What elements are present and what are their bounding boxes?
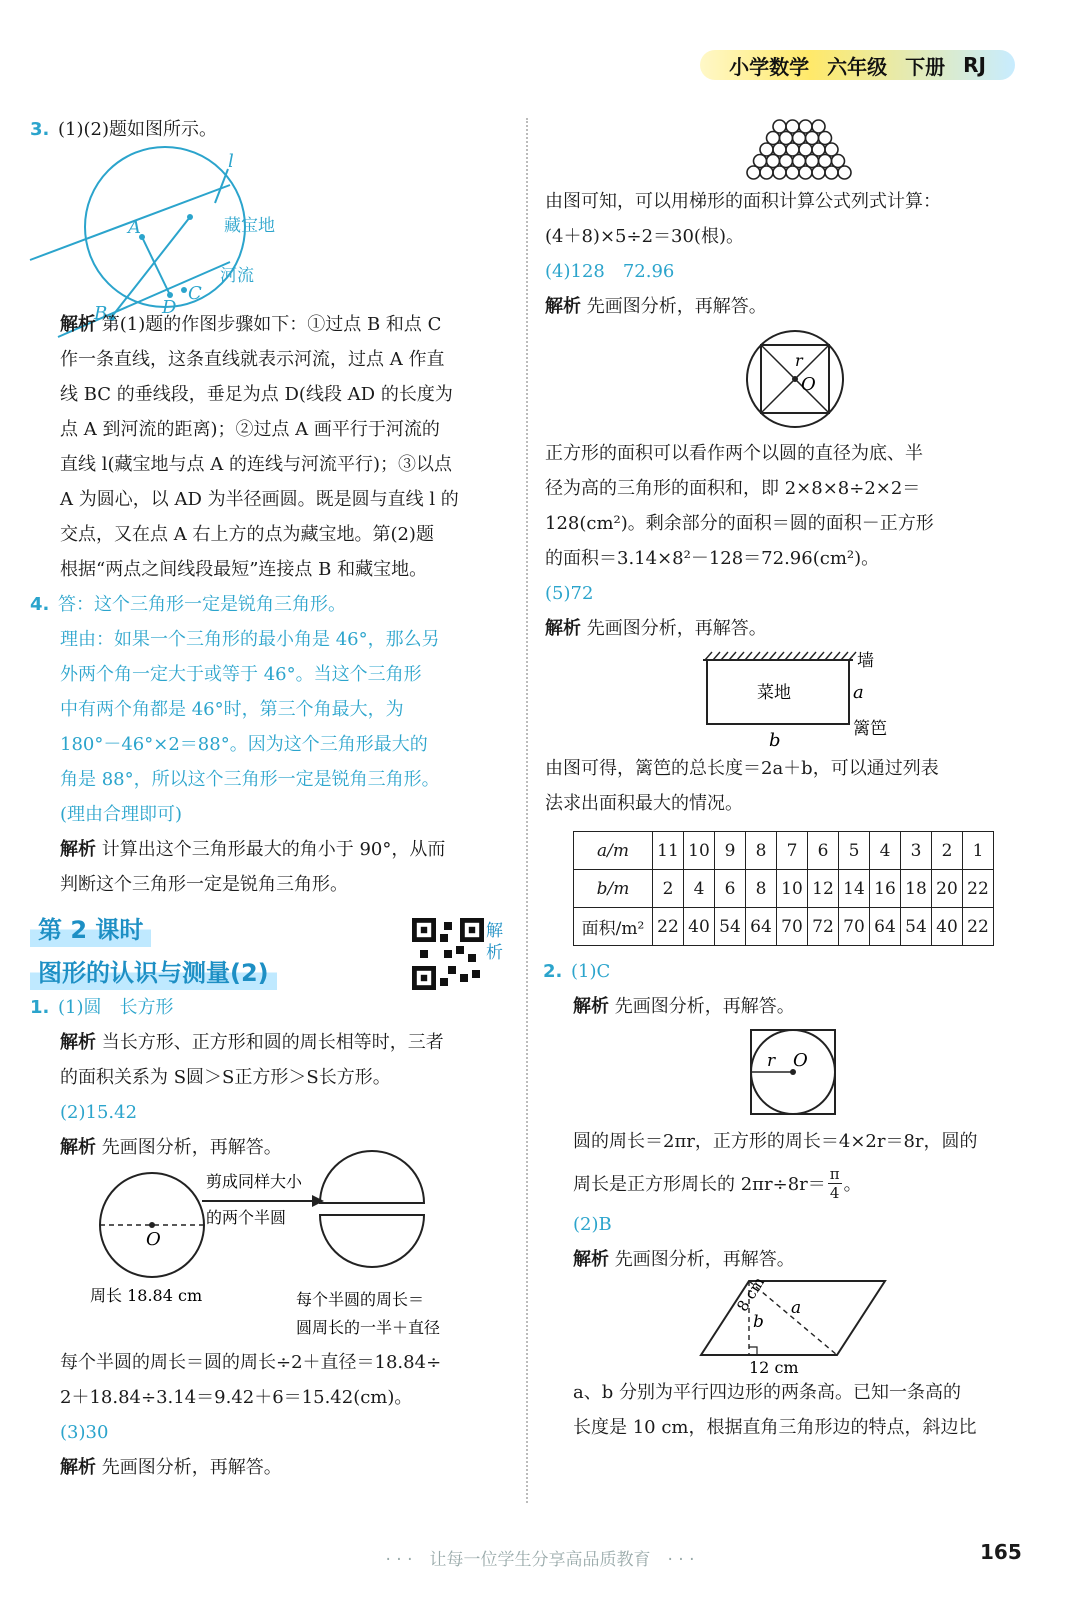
hatch-mark — [761, 652, 768, 660]
q3-title — [30, 112, 508, 147]
hatch-mark — [809, 652, 816, 660]
vegetable-field-figure — [545, 646, 1025, 751]
footer-slogan: · · · 让每一位学生分享高品质教育 · · · — [385, 1550, 695, 1570]
table-cell: 4 — [684, 870, 715, 908]
q4-reason-line: 角是 88°，所以这个三角形一定是锐角三角形。 — [60, 769, 440, 790]
hatch-mark — [745, 652, 752, 660]
table-row — [574, 908, 994, 946]
table-cell: 1 — [963, 832, 994, 870]
label-o: O — [146, 1229, 161, 1250]
label-field: 菜地 — [757, 683, 791, 703]
label-o: O — [793, 1050, 808, 1071]
q3-label-river: 河流 — [220, 266, 254, 286]
l1-part1-analysis — [30, 1025, 508, 1165]
label-fence: 篱笆 — [853, 719, 887, 739]
l1-part2-analysis: 先画图分析，再解答。 — [101, 1137, 282, 1158]
table-cell: 7 — [777, 832, 808, 870]
fraction-numerator: π — [829, 1164, 840, 1183]
l1-part2-answer: (2)15.42 — [60, 1102, 138, 1123]
l1-analysis-label: 解析 — [60, 1137, 96, 1158]
stacked-circle — [838, 166, 851, 179]
q4-analysis — [30, 832, 508, 902]
table-cell: 22 — [963, 908, 994, 946]
label-base: 12 cm — [749, 1358, 799, 1377]
q2-part2-analysis: 先画图分析，再解答。 — [614, 1249, 795, 1270]
l1-number: 1. — [30, 997, 50, 1018]
q3-analysis — [30, 307, 508, 587]
label-r: r — [795, 351, 803, 370]
fraction-denominator: 4 — [829, 1183, 840, 1202]
q3-label-l: l — [228, 151, 234, 172]
page-number: 165 — [980, 1540, 1022, 1564]
table-cell: 8 — [746, 832, 777, 870]
header-bar — [700, 50, 1015, 80]
hatch-mark — [841, 652, 848, 660]
right-p5-line: 由图可得，篱笆的总长度＝2a＋b，可以通过列表 — [545, 758, 939, 779]
area-table — [573, 831, 994, 946]
q2-fraction-line: 周长是正方形周长的 2πr÷8r＝ $\frac{\pi}{4}$ 。 — [573, 1164, 862, 1202]
circle-in-square-figure — [545, 1024, 1025, 1124]
hatch-mark — [737, 652, 744, 660]
q3-line-b-treasure — [110, 217, 190, 319]
header-volume: 下册 — [905, 54, 946, 79]
l1-analysis-label: 解析 — [60, 1457, 96, 1478]
hatch-mark — [753, 652, 760, 660]
q2-part2-answer: (2)B — [573, 1214, 612, 1235]
right-p4-line: 128(cm²)。剩余部分的面积＝圆的面积－正方形 — [545, 513, 934, 534]
table-cell: 20 — [932, 870, 963, 908]
hatch-mark — [801, 652, 808, 660]
q3-point-treasure — [187, 214, 193, 220]
right-column — [545, 112, 1025, 1445]
q3-label-b: B — [94, 303, 108, 324]
l1-part3-analysis: 先画图分析，再解答。 — [101, 1457, 282, 1478]
q3-analysis-label: 解析 — [60, 314, 96, 335]
stacked-circle — [799, 166, 812, 179]
arrow-head — [312, 1195, 324, 1207]
table-row-header: 面积/m² — [574, 908, 653, 946]
table-cell: 10 — [684, 832, 715, 870]
table-row-header: a/m — [574, 832, 653, 870]
hatch-mark — [777, 652, 784, 660]
label-b: b — [769, 730, 781, 751]
q3-analysis-line: 直线 l(藏宝地与点 A 的连线与河流平行)；③以点 — [60, 454, 452, 475]
perimeter-label: 周长 18.84 cm — [90, 1286, 203, 1305]
table-cell: 5 — [839, 832, 870, 870]
right-analysis-label: 解析 — [545, 618, 581, 639]
l1-part3-answer: (3)30 — [60, 1422, 109, 1443]
q3-analysis-line: 线 BC 的垂线段，垂足为点 D(线段 AD 的长度为 — [60, 384, 453, 405]
q4-reason-line: (理由合理即可) — [60, 804, 183, 825]
right-p5-line: 法求出面积最大的情况。 — [545, 793, 743, 814]
right-p5-answer: (5)72 — [545, 583, 594, 604]
hatch-mark — [825, 652, 832, 660]
table-cell: 18 — [901, 870, 932, 908]
q4-analysis-line: 判断这个三角形一定是锐角三角形。 — [60, 874, 348, 895]
q2-text-line: 周长是正方形周长的 2πr÷8r＝ — [573, 1174, 826, 1195]
right-p3-line: (4＋8)×5÷2＝30(根)。 — [545, 226, 744, 247]
q3-perpendicular — [142, 237, 170, 295]
q2-part2-text — [545, 1375, 1025, 1445]
q2-part1-answer: (1)C — [571, 961, 611, 982]
right-analysis-label: 解析 — [545, 296, 581, 317]
table-cell: 54 — [715, 908, 746, 946]
q3-label-treasure: 藏宝地 — [224, 216, 275, 236]
table-cell: 9 — [715, 832, 746, 870]
table-cell: 3 — [901, 832, 932, 870]
column-divider — [526, 118, 528, 1503]
table-cell: 12 — [808, 870, 839, 908]
table-cell: 14 — [839, 870, 870, 908]
stacked-circle — [812, 166, 825, 179]
right-analysis-label: 解析 — [573, 996, 609, 1017]
q2-part1-block — [545, 989, 1025, 1024]
stacked-circle — [747, 166, 760, 179]
l1-calc-line: 每个半圆的周长＝圆的周长÷2＋直径＝18.84÷ — [60, 1352, 442, 1373]
hatch-mark — [705, 652, 712, 660]
stacked-circle — [786, 166, 799, 179]
label-wall: 墙 — [857, 651, 874, 671]
stacked-circle — [760, 166, 773, 179]
table-cell: 22 — [653, 908, 684, 946]
hatch-mark — [721, 652, 728, 660]
trapezoid-stack-figure — [545, 112, 1025, 184]
q4-reason-line: 理由：如果一个三角形的最小角是 46°，那么另 — [60, 629, 440, 650]
table-cell: 64 — [746, 908, 777, 946]
q3-analysis-line: 根据“两点之间线段最短”连接点 B 和藏宝地。 — [60, 559, 428, 580]
hatch-mark — [793, 652, 800, 660]
q3-label-d: D — [162, 297, 177, 318]
q3-analysis-line: 作一条直线，这条直线就表示河流，过点 A 作直 — [60, 349, 445, 370]
stacked-circle — [825, 166, 838, 179]
q3-label-a: A — [128, 217, 141, 238]
q3-analysis-line: 点 A 到河流的距离)；②过点 A 画平行于河流的 — [60, 419, 440, 440]
right-angle-mark — [749, 1347, 757, 1355]
q3-text: (1)(2)题如图所示。 — [58, 119, 217, 140]
fraction — [828, 1165, 842, 1202]
q4-reason-line: 180°－46°×2＝88°。因为这个三角形最大的 — [60, 734, 428, 755]
l1-part1-answer: (1)圆 长方形 — [58, 997, 174, 1018]
q4-analysis-line: 计算出这个三角形最大的角小于 90°，从而 — [101, 839, 446, 860]
cut-label: 剪成同样大小 — [206, 1172, 303, 1191]
label-side: 8 cm — [733, 1273, 769, 1315]
l1-analysis-line: 当长方形、正方形和圆的周长相等时，三者 — [101, 1032, 444, 1053]
right-p4-analysis: 先画图分析，再解答。 — [586, 296, 767, 317]
wall-hatching — [705, 652, 856, 660]
hatch-mark — [785, 652, 792, 660]
table-cell: 2 — [932, 832, 963, 870]
table-row-header: b/m — [574, 870, 653, 908]
label-a: a — [853, 682, 864, 703]
table-cell: 70 — [777, 908, 808, 946]
q4-answer-text: 答：这个三角形一定是锐角三角形。 — [58, 594, 346, 615]
hatch-mark — [713, 652, 720, 660]
cut-label-2: 的两个半圆 — [206, 1208, 287, 1227]
table-cell: 11 — [653, 832, 684, 870]
q2-number: 2. — [543, 961, 563, 982]
header-subject: 小学数学 — [729, 54, 810, 79]
lower-semicircle — [320, 1215, 424, 1267]
right-p4-line: 正方形的面积可以看作两个以圆的直径为底、半 — [545, 443, 923, 464]
hatch-mark — [833, 652, 840, 660]
l1-calc-line: 2＋18.84÷3.14＝9.42＋6＝15.42(cm)。 — [60, 1387, 413, 1408]
hatch-mark — [769, 652, 776, 660]
table-row — [574, 870, 994, 908]
half-perimeter-label-2: 圆周长的一半＋直径 — [296, 1318, 441, 1337]
l1-analysis-line: 的面积关系为 S圆＞S正方形＞S长方形。 — [60, 1067, 391, 1088]
half-perimeter-label: 每个半圆的周长＝ — [296, 1290, 425, 1309]
footer-slogan-text: 让每一位学生分享高品质教育 — [429, 1550, 651, 1570]
table-cell: 54 — [901, 908, 932, 946]
hatch-mark — [849, 652, 856, 660]
center-dot — [792, 376, 798, 382]
q3-analysis-line: 第(1)题的作图步骤如下：①过点 B 和点 C — [101, 314, 442, 335]
qr-code[interactable] — [412, 918, 484, 990]
table-cell: 16 — [870, 870, 901, 908]
right-p4-answer: (4)128 72.96 — [545, 261, 675, 282]
table-cell: 4 — [870, 832, 901, 870]
l1-part1 — [30, 990, 508, 1025]
table-cell: 64 — [870, 908, 901, 946]
q3-number: 3. — [30, 119, 50, 140]
q2-part1-text — [545, 1124, 1025, 1277]
table-row — [574, 832, 994, 870]
q2-part1 — [543, 954, 1025, 989]
q4-answer — [30, 587, 508, 622]
hatch-mark — [817, 652, 824, 660]
table-cell: 22 — [963, 870, 994, 908]
right-p5-analysis: 先画图分析，再解答。 — [586, 618, 767, 639]
header-edition: RJ — [963, 53, 986, 77]
table-cell: 72 — [808, 908, 839, 946]
table-cell: 10 — [777, 870, 808, 908]
l1-semicircle-figure — [30, 1165, 508, 1345]
right-p3-line: 由图可知，可以用梯形的面积计算公式列式计算： — [545, 191, 941, 212]
label-a: a — [791, 1298, 802, 1318]
table-cell: 2 — [653, 870, 684, 908]
qr-label: 解析 — [486, 921, 503, 963]
lesson-number: 第 2 课时 — [30, 908, 151, 947]
table-cell: 40 — [932, 908, 963, 946]
q2-part2-line: 长度是 10 cm，根据直角三角形边的特点，斜边比 — [573, 1417, 977, 1438]
q4-number: 4. — [30, 594, 50, 615]
left-column — [30, 112, 508, 1485]
label-r: r — [767, 1051, 776, 1071]
q2-text-line: 圆的周长＝2πr，正方形的周长＝4×2r＝8r，圆的 — [573, 1131, 978, 1152]
q3-label-c: C — [188, 283, 202, 304]
hatch-mark — [729, 652, 736, 660]
table-cell: 40 — [684, 908, 715, 946]
table-cell: 6 — [715, 870, 746, 908]
q4-reason — [30, 622, 508, 832]
parallelogram-figure — [545, 1273, 1025, 1377]
label-b: b — [753, 1312, 764, 1332]
circle-square-figure — [545, 324, 1025, 436]
table-cell: 70 — [839, 908, 870, 946]
right-p4-line: 径为高的三角形的面积和，即 2×8×8÷2×2＝ — [545, 478, 921, 499]
q2-part1-analysis: 先画图分析，再解答。 — [614, 996, 795, 1017]
q3-figure — [30, 147, 508, 324]
center-dot — [149, 1222, 155, 1228]
right-analysis-label: 解析 — [573, 1249, 609, 1270]
table-cell: 8 — [746, 870, 777, 908]
label-o: O — [801, 374, 816, 395]
l1-analysis-label: 解析 — [60, 1032, 96, 1053]
q3-analysis-line: A 为圆心，以 AD 为半径画圆。既是圆与直线 l 的 — [60, 489, 459, 510]
q2-part2-line: a、b 分别为平行四边形的两条高。已知一条高的 — [573, 1382, 961, 1403]
stacked-circle — [773, 166, 786, 179]
q3-point-c — [181, 287, 187, 293]
table-cell: 6 — [808, 832, 839, 870]
l1-part2-calc — [30, 1345, 508, 1485]
q4-reason-line: 中有两个角都是 46°时，第三个角最大，为 — [60, 699, 404, 720]
right-p4-line: 的面积＝3.14×8²－128＝72.96(cm²)。 — [545, 548, 880, 569]
q4-reason-line: 外两个角一定大于或等于 46°。当这个三角形 — [60, 664, 422, 685]
header-grade: 六年级 — [827, 54, 888, 79]
q3-analysis-line: 交点，又在点 A 右上方的点为藏宝地。第(2)题 — [60, 524, 434, 545]
q4-analysis-label: 解析 — [60, 839, 96, 860]
lesson-title: 图形的认识与测量(2) — [30, 951, 277, 990]
